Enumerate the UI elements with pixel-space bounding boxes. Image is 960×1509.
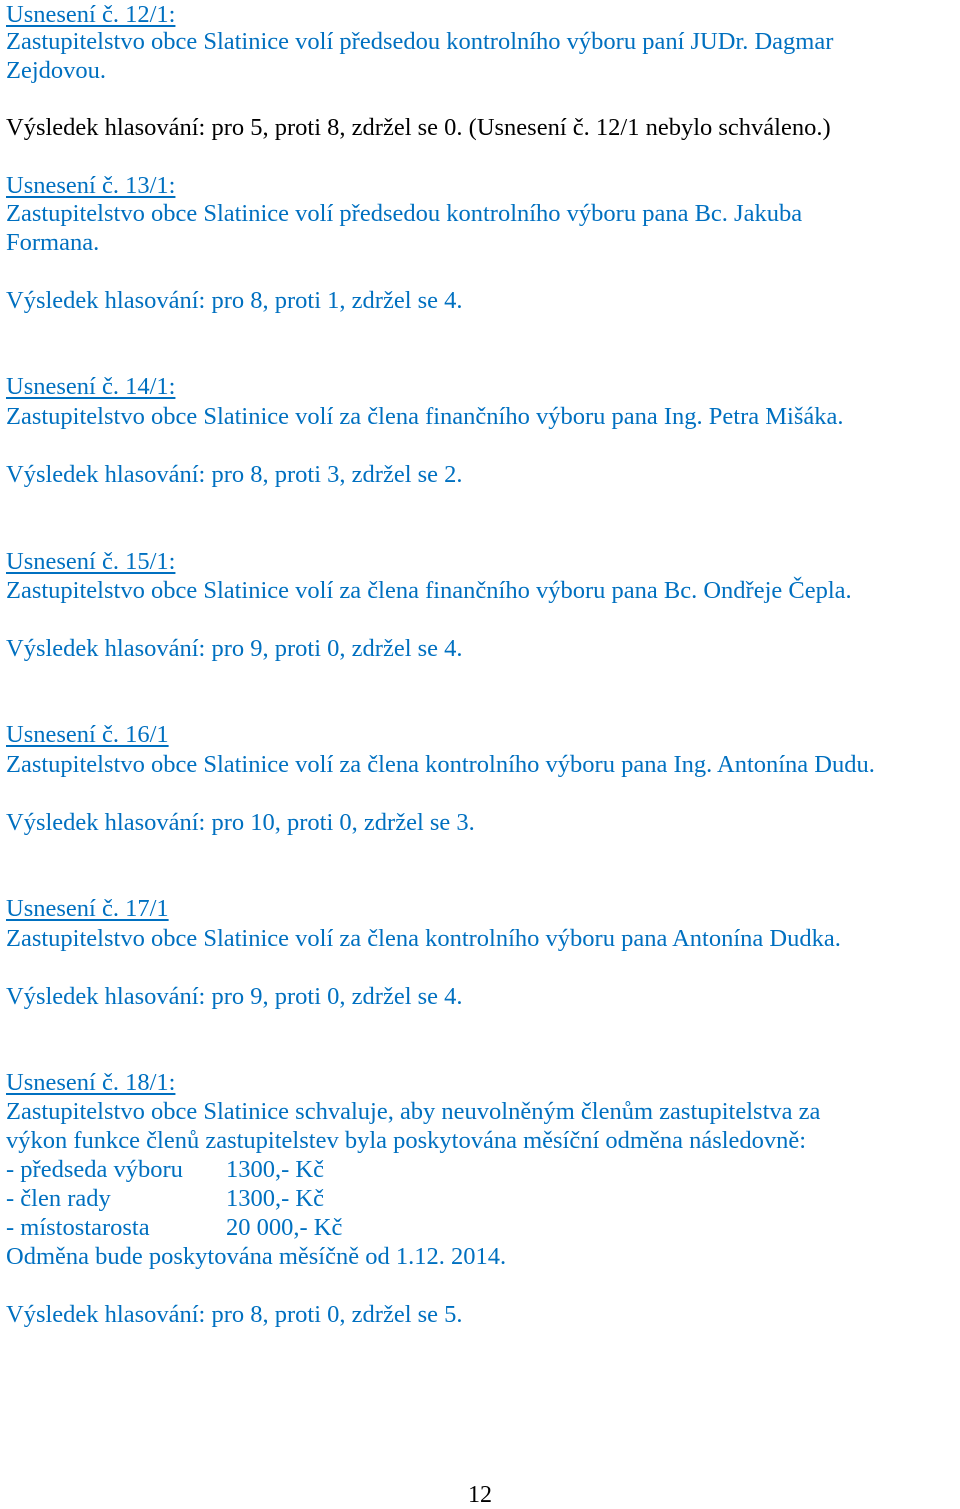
resolution-text: Zastupitelstvo obce Slatinice schvaluje, aby neuvolněným členům zastupitelstva za (6, 1098, 821, 1125)
resolution-heading: Usnesení č. 13/1: (6, 172, 176, 199)
resolution-heading: Usnesení č. 18/1: (6, 1069, 176, 1096)
reward-amount: 1300,- Kč (226, 1156, 324, 1183)
vote-result: Výsledek hlasování: pro 5, proti 8, zdržel se 0. (Usnesení č. 12/1 nebylo schváleno.) (6, 114, 831, 141)
resolution-heading: Usnesení č. 17/1 (6, 895, 169, 922)
resolution-text: Formana. (6, 229, 100, 256)
vote-result: Výsledek hlasování: pro 9, proti 0, zdržel se 4. (6, 983, 463, 1010)
reward-role: - předseda výboru (6, 1156, 183, 1183)
resolution-text: Zastupitelstvo obce Slatinice volí za člena finančního výboru pana Ing. Petra Mišáka. (6, 403, 844, 430)
reward-role: - místostarosta (6, 1214, 150, 1241)
resolution-text: Zastupitelstvo obce Slatinice volí za člena kontrolního výboru pana Antonína Dudka. (6, 925, 841, 952)
resolution-text: Zastupitelstvo obce Slatinice volí předsedou kontrolního výboru paní JUDr. Dagmar (6, 28, 834, 55)
vote-result: Výsledek hlasování: pro 10, proti 0, zdržel se 3. (6, 809, 475, 836)
reward-role: - člen rady (6, 1185, 111, 1212)
resolution-text: Zastupitelstvo obce Slatinice volí předsedou kontrolního výboru pana Bc. Jakuba (6, 200, 803, 227)
resolution-heading: Usnesení č. 12/1: (6, 1, 176, 28)
resolution-heading: Usnesení č. 16/1 (6, 721, 169, 748)
reward-amount: 20 000,- Kč (226, 1214, 343, 1241)
resolution-text: výkon funkce členů zastupitelstev byla poskytována měsíční odměna následovně: (6, 1127, 807, 1154)
vote-result: Výsledek hlasování: pro 9, proti 0, zdržel se 4. (6, 635, 463, 662)
reward-row (6, 1184, 324, 1213)
vote-result: Výsledek hlasování: pro 8, proti 1, zdržel se 4. (6, 287, 463, 314)
resolution-heading: Usnesení č. 15/1: (6, 548, 176, 575)
vote-result: Výsledek hlasování: pro 8, proti 3, zdržel se 2. (6, 461, 463, 488)
reward-row (6, 1155, 324, 1184)
reward-row (6, 1213, 342, 1242)
reward-start-date: Odměna bude poskytována měsíčně od 1.12. 2014. (6, 1243, 507, 1270)
page-number: 12 (468, 1482, 492, 1508)
resolution-heading: Usnesení č. 14/1: (6, 373, 176, 400)
vote-result: Výsledek hlasování: pro 8, proti 0, zdržel se 5. (6, 1301, 463, 1328)
resolution-text: Zastupitelstvo obce Slatinice volí za člena finančního výboru pana Bc. Ondřeje Čepla. (6, 577, 852, 604)
reward-amount: 1300,- Kč (226, 1185, 324, 1212)
resolution-text: Zastupitelstvo obce Slatinice volí za člena kontrolního výboru pana Ing. Antonína Dudu. (6, 751, 875, 778)
resolution-text: Zejdovou. (6, 57, 107, 84)
